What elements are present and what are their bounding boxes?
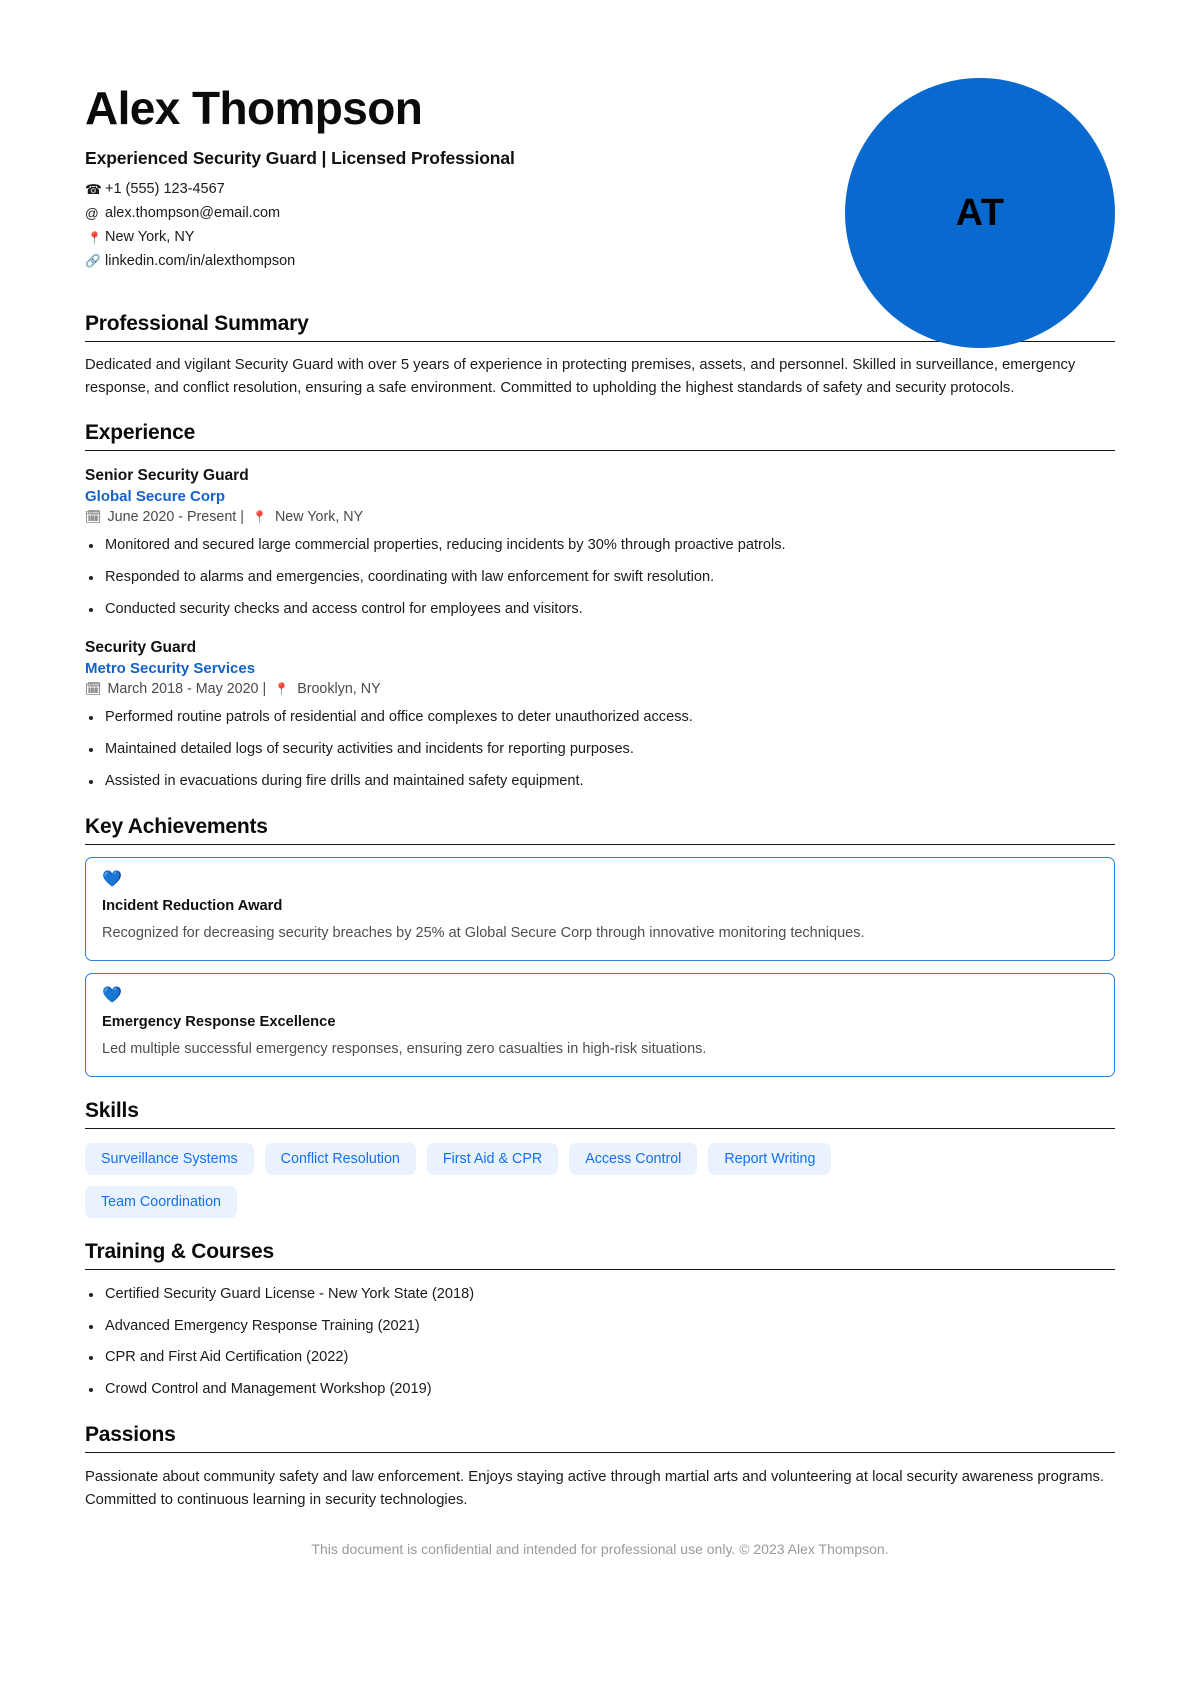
contact-linkedin-value[interactable]: linkedin.com/in/alexthompson — [105, 252, 296, 269]
achievement-description: Recognized for decreasing security breaches by 25% at Global Secure Corp through innovative monitoring techniques. — [102, 924, 865, 941]
list-item: Certified Security Guard License - New York State (2018) — [85, 1284, 1115, 1306]
training-list — [85, 1284, 1115, 1402]
achievement-description: Led multiple successful emergency responses, ensuring zero casualties in high-risk situations. — [102, 1040, 707, 1057]
list-item: Monitored and secured large commercial properties, reducing incidents by 30% through proactive patrols. — [85, 535, 1115, 557]
skill-chip: Surveillance Systems — [85, 1143, 254, 1175]
avatar — [845, 78, 1115, 348]
contact-email-value: alex.thompson@email.com — [105, 205, 281, 222]
blue-heart-icon: 💙 — [102, 986, 122, 1004]
job-title: Security Guard — [85, 638, 197, 656]
section-experience — [85, 421, 1115, 792]
experience-entry — [85, 639, 1115, 793]
section-title-training-courses: Training & Courses — [85, 1240, 1115, 1270]
phone-icon: ☎ — [85, 182, 102, 198]
list-item: Advanced Emergency Response Training (2021) — [85, 1316, 1115, 1338]
footer-disclaimer: This document is confidential and intended for professional use only. © 2023 Alex Thompson. — [311, 1541, 889, 1558]
location-pin-icon: 📍 — [252, 510, 267, 525]
email-icon: @ — [85, 205, 99, 221]
section-title-key-achievements: Key Achievements — [85, 815, 1115, 845]
job-bullets — [85, 707, 1115, 793]
section-title-professional-summary: Professional Summary — [85, 312, 1115, 342]
professional-headline: Experienced Security Guard | Licensed Professional — [85, 148, 515, 169]
contact-list — [85, 179, 515, 272]
skill-chip: First Aid & CPR — [427, 1143, 558, 1175]
contact-linkedin[interactable] — [85, 251, 515, 273]
list-item: Responded to alarms and emergencies, coordinating with law enforcement for swift resolution. — [85, 567, 1115, 589]
job-location: New York, NY — [274, 509, 364, 526]
header-identity-block — [85, 78, 515, 274]
achievement-card — [85, 973, 1115, 1077]
contact-location-value: New York, NY — [105, 228, 195, 245]
experience-entry — [85, 467, 1115, 621]
contact-location — [85, 227, 515, 249]
section-training-courses — [85, 1240, 1115, 1402]
list-item: Performed routine patrols of residential and office complexes to deter unauthorized access. — [85, 707, 1115, 729]
link-icon: 🔗 — [85, 254, 101, 269]
job-meta — [85, 509, 1115, 525]
contact-phone-value: +1 (555) 123-4567 — [105, 181, 225, 198]
contact-email — [85, 203, 515, 225]
job-dates: June 2020 - Present — [107, 509, 237, 526]
list-item: CPR and First Aid Certification (2022) — [85, 1347, 1115, 1369]
contact-phone — [85, 179, 515, 201]
job-location: Brooklyn, NY — [297, 680, 381, 697]
achievement-title: Emergency Response Excellence — [102, 1013, 336, 1030]
job-meta-separator: | — [262, 680, 267, 697]
skill-chip: Team Coordination — [85, 1186, 237, 1218]
achievement-title: Incident Reduction Award — [102, 897, 283, 914]
section-key-achievements — [85, 815, 1115, 1077]
job-bullets — [85, 535, 1115, 621]
job-title: Senior Security Guard — [85, 467, 249, 485]
section-title-skills: Skills — [85, 1099, 1115, 1129]
skills-chip-list — [85, 1143, 985, 1218]
professional-summary-text: Dedicated and vigilant Security Guard with over 5 years of experience in protecting premises, assets, and personnel. Skilled in surveillance, emergency response, and conflict resolution, ensuring a safe environment. Committed to upholding the highest standards of safety and security protocols. — [85, 357, 1076, 396]
job-meta-separator: | — [240, 509, 244, 526]
skill-chip: Report Writing — [708, 1143, 831, 1175]
skill-chip: Conflict Resolution — [265, 1143, 416, 1175]
calendar-icon: 🗓 — [85, 680, 102, 696]
calendar-icon: 🗓 — [85, 509, 102, 525]
location-pin-icon: 📍 — [87, 230, 102, 245]
blue-heart-icon: 💙 — [102, 870, 122, 888]
page-title: Alex Thompson — [85, 82, 423, 134]
list-item: Crowd Control and Management Workshop (2019) — [85, 1379, 1115, 1401]
section-title-experience: Experience — [85, 421, 1115, 451]
job-dates: March 2018 - May 2020 — [107, 680, 259, 697]
skill-chip: Access Control — [569, 1143, 697, 1175]
list-item: Conducted security checks and access control for employees and visitors. — [85, 599, 1115, 621]
section-skills — [85, 1099, 1115, 1218]
passions-text: Passionate about community safety and law enforcement. Enjoys staying active through martial arts and volunteering at local security awareness programs. Committed to continuous learning in security technologies. — [85, 1469, 1105, 1508]
location-pin-icon: 📍 — [274, 681, 290, 696]
section-passions — [85, 1423, 1115, 1511]
achievement-card — [85, 857, 1115, 961]
list-item: Maintained detailed logs of security activities and incidents for reporting purposes. — [85, 739, 1115, 761]
job-company: Global Secure Corp — [85, 488, 226, 506]
resume-header — [85, 0, 1115, 290]
avatar-initials: AT — [955, 191, 1005, 234]
job-company: Metro Security Services — [85, 659, 256, 677]
list-item: Assisted in evacuations during fire drills and maintained safety equipment. — [85, 771, 1115, 793]
section-title-passions: Passions — [85, 1423, 1115, 1453]
job-meta — [85, 681, 1115, 697]
